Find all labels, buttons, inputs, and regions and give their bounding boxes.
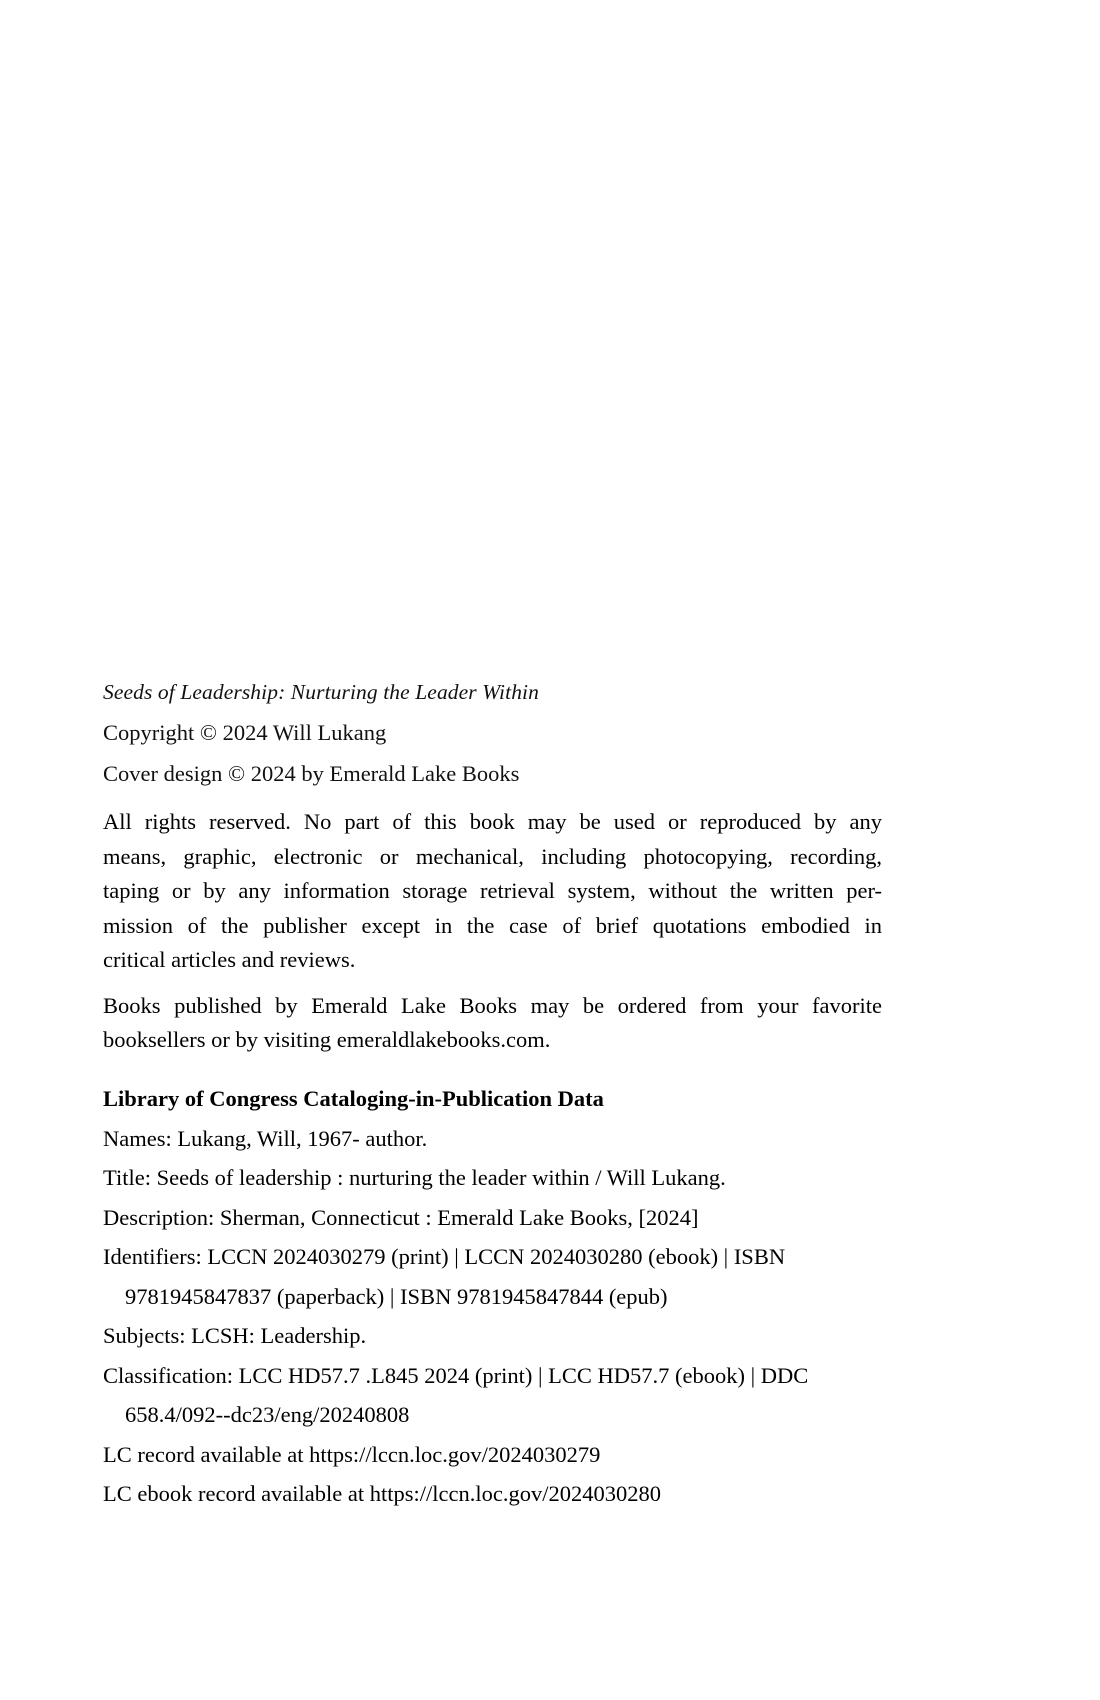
cip-entry-subjects: Subjects: LCSH: Leadership. [103, 1323, 367, 1348]
cip-entry-names: Names: Lukang, Will, 1967- author. [103, 1125, 428, 1151]
cover-design-line: Cover design © 2024 by Emerald Lake Books [103, 761, 520, 786]
cip-entry-title: Title: Seeds of leadership : nurturing the leader within / Will Lukang. [103, 1165, 726, 1190]
copyright-text-block [103, 672, 882, 1514]
ordering-paragraph [103, 989, 882, 1058]
copyright-line: Copyright © 2024 Will Lukang [103, 720, 387, 745]
cip-entry-identifiers-continued: 9781945847837 (paperback) | ISBN 9781945847844 (epub) [125, 1283, 668, 1309]
paragraph-line: booksellers or by visiting emeraldlakebooks.com. [103, 1027, 551, 1052]
cip-entry-identifiers: Identifiers: LCCN 2024030279 (print) | LCCN 2024030280 (ebook) | ISBN [103, 1244, 786, 1269]
cip-entry-description: Description: Sherman, Connecticut : Emerald Lake Books, [2024] [103, 1204, 699, 1230]
cip-entry-classification: Classification: LCC HD57.7 .L845 2024 (print) | LCC HD57.7 (ebook) | DDC [103, 1362, 809, 1388]
paragraph-line: means, graphic, electronic or mechanical, including photocopying, recording, [103, 843, 882, 869]
paragraph-line: mission of the publisher except in the case of brief quotations embodied in [103, 912, 882, 938]
spacer [103, 794, 882, 805]
paragraph-line: taping or by any information storage retrieval system, without the written per- [103, 878, 882, 903]
spacer [103, 978, 882, 989]
paragraph-line: Books published by Emerald Lake Books may be ordered from your favorite [103, 992, 882, 1018]
cip-entry-lc-record: LC record available at https://lccn.loc.gov/2024030279 [103, 1441, 601, 1467]
cip-entry-lc-ebook-record: LC ebook record available at https://lccn.loc.gov/2024030280 [103, 1481, 661, 1506]
cip-entry-classification-continued: 658.4/092--dc23/eng/20240808 [125, 1402, 410, 1427]
all-rights-reserved-paragraph [103, 805, 882, 978]
paragraph-line: critical articles and reviews. [103, 947, 356, 972]
book-title-line: Seeds of Leadership: Nurturing the Leader Within [103, 680, 539, 704]
spacer [103, 1058, 882, 1079]
paragraph-line: All rights reserved. No part of this book may be used or reproduced by any [103, 809, 882, 834]
cip-heading: Library of Congress Cataloging-in-Publication Data [103, 1085, 604, 1111]
